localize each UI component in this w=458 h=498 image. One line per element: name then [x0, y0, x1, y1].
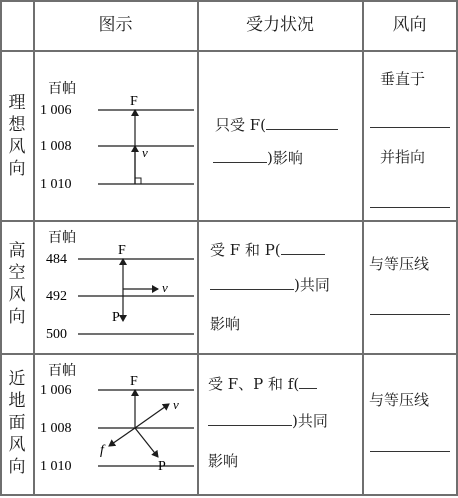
force-text-surface-line1 — [208, 373, 317, 394]
force-text-surface-line3 — [208, 450, 238, 471]
column-divider-2 — [197, 0, 199, 496]
velocity-label-v: v — [173, 397, 179, 412]
answer-blank[interactable] — [370, 314, 450, 315]
diagram-upper-air — [34, 221, 197, 353]
table-border-bottom — [0, 494, 458, 496]
force-text-ideal-line1 — [215, 114, 338, 135]
answer-blank[interactable] — [213, 162, 267, 163]
row-label-upper-air: 高空风向 — [8, 241, 26, 327]
answer-blank[interactable] — [299, 388, 317, 389]
force-label-f: F — [130, 94, 138, 109]
isobar-label: 492 — [46, 289, 67, 304]
force-text: )共同 — [292, 412, 328, 430]
friction-force-arrow — [109, 428, 135, 446]
force-text-ideal-line2 — [213, 147, 303, 168]
force-text-upper-line2 — [210, 274, 330, 295]
unit-label: 百帕 — [48, 231, 76, 246]
velocity-label-v: v — [162, 280, 168, 295]
isobar-label: 1 010 — [40, 459, 72, 474]
right-angle-mark — [135, 178, 141, 184]
unit-label: 百帕 — [48, 82, 76, 97]
row-label-surface: 近地面风向 — [8, 369, 26, 477]
answer-blank[interactable] — [370, 451, 450, 452]
isobar-label: 1 008 — [40, 139, 72, 154]
isobar-label: 484 — [46, 252, 67, 267]
header-diagram: 图示 — [98, 15, 133, 35]
force-text: )影响 — [267, 149, 303, 167]
force-text: 受 F、P 和 f( — [208, 375, 300, 393]
force-text: 影响 — [210, 315, 241, 333]
isobar-label: 1 006 — [40, 383, 72, 398]
header-force: 受力状况 — [246, 15, 314, 35]
wind-text-ideal-line1: 垂直于 — [380, 70, 426, 88]
force-text-upper-line1 — [210, 239, 325, 260]
wind-text-upper-line1: 与等压线 — [369, 255, 430, 273]
diagram-surface — [34, 354, 197, 494]
velocity-label-v: v — [142, 145, 148, 160]
force-text-surface-line2 — [208, 410, 328, 431]
wind-text-ideal-line2: 并指向 — [380, 148, 426, 166]
force-label-p: P — [112, 310, 120, 325]
column-divider-3 — [362, 0, 364, 496]
isobar-label: 1 006 — [40, 103, 72, 118]
answer-blank[interactable] — [208, 425, 292, 426]
force-text: 影响 — [208, 452, 239, 470]
isobar-label: 500 — [46, 327, 67, 342]
wind-velocity-arrow — [135, 404, 169, 428]
friction-label-f: f — [100, 443, 104, 458]
diagram-ideal — [34, 51, 197, 220]
force-label-f: F — [130, 374, 138, 389]
answer-blank[interactable] — [370, 207, 450, 208]
table-border-right — [456, 0, 458, 496]
table-border-left — [0, 0, 2, 496]
header-wind: 风向 — [392, 15, 427, 35]
isobar-label: 1 010 — [40, 177, 72, 192]
isobar-label: 1 008 — [40, 421, 72, 436]
force-label-f: F — [118, 243, 126, 258]
answer-blank[interactable] — [210, 289, 294, 290]
answer-blank[interactable] — [266, 129, 338, 130]
force-text: )共同 — [294, 276, 330, 294]
force-label-p: P — [158, 459, 166, 474]
answer-blank[interactable] — [281, 254, 325, 255]
force-text: 只受 F( — [215, 116, 267, 134]
coriolis-force-arrow — [135, 428, 158, 457]
force-text-upper-line3 — [210, 313, 240, 334]
row-label-ideal: 理想风向 — [8, 93, 26, 179]
wind-text-surface-line1: 与等压线 — [369, 391, 430, 409]
force-text: 受 F 和 P( — [210, 241, 281, 259]
unit-label: 百帕 — [48, 364, 76, 379]
answer-blank[interactable] — [370, 127, 450, 128]
